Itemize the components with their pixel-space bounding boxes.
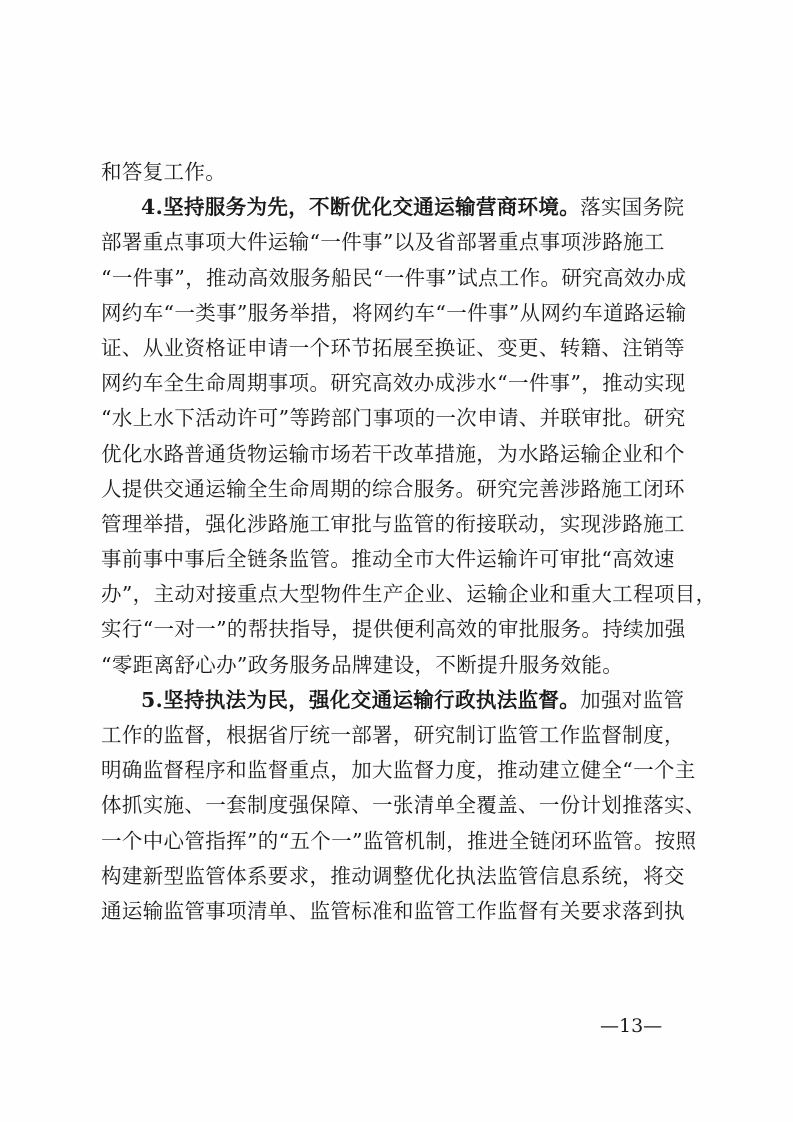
text-line xyxy=(101,401,701,436)
page-number: —13— xyxy=(600,1015,663,1037)
text-line xyxy=(101,225,701,260)
text-line xyxy=(101,894,701,929)
text-line xyxy=(101,190,701,225)
text-line xyxy=(101,718,701,753)
section-heading: 5.坚持执法为民，强化交通运输行政执法监督。 xyxy=(141,687,581,712)
text-line xyxy=(101,296,701,331)
line-text: 网约车全生命周期事项。研究高效办成涉水“一件事”，推动实现 xyxy=(101,371,686,396)
text-line xyxy=(101,577,717,612)
text-line xyxy=(101,331,701,366)
text-line xyxy=(101,612,701,647)
text-line xyxy=(101,261,701,296)
line-text: 明确监督程序和监督重点，加大监督力度，推动建立健全“一个主 xyxy=(101,758,696,783)
line-text: 管理举措，强化涉路施工审批与监管的衔接联动，实现涉路施工 xyxy=(101,511,685,536)
line-text: 加强对监管 xyxy=(580,687,685,712)
line-text: 落实国务院 xyxy=(580,195,685,220)
line-text: “一件事”，推动高效服务船民“一件事”试点工作。研究高效办成 xyxy=(101,265,687,290)
text-line xyxy=(101,788,706,823)
line-text: 构建新型监管体系要求，推动调整优化执法监管信息系统，将交 xyxy=(101,863,685,888)
line-text: 体抓实施、一套制度强保障、一张清单全覆盖、一份计划推落实、 xyxy=(101,793,706,818)
section-heading: 4.坚持服务为先，不断优化交通运输营商环境。 xyxy=(141,195,581,220)
text-line xyxy=(101,683,701,718)
text-line xyxy=(101,437,701,472)
line-text: “零距离舒心办”政务服务品牌建设，不断提升服务效能。 xyxy=(101,652,624,677)
line-text: 证、从业资格证申请一个环节拓展至换证、变更、转籍、注销等 xyxy=(101,335,685,360)
text-line xyxy=(101,155,701,190)
text-line xyxy=(101,648,701,683)
text-line xyxy=(101,542,701,577)
line-text: 网约车“一类事”服务举措，将网约车“一件事”从网约车道路运输 xyxy=(101,300,687,325)
line-text: 事前事中事后全链条监管。推动全市大件运输许可审批“高效速 xyxy=(101,547,675,572)
line-text: 优化水路普通货物运输市场若干改革措施，为水路运输企业和个 xyxy=(101,441,685,466)
line-text: 实行“一对一”的帮扶指导，提供便利高效的审批服务。持续加强 xyxy=(101,617,686,642)
line-text: 部署重点事项大件运输“一件事”以及省部署重点事项涉路施工 xyxy=(101,230,665,255)
line-text: 工作的监督，根据省厅统一部署，研究制订监管工作监督制度， xyxy=(101,723,685,747)
text-line xyxy=(101,507,701,542)
body-text xyxy=(101,155,717,929)
text-line xyxy=(101,753,701,788)
text-line xyxy=(101,859,701,894)
text-line xyxy=(101,472,701,507)
text-line xyxy=(101,824,701,859)
line-text: 人提供交通运输全生命周期的综合服务。研究完善涉路施工闭环 xyxy=(101,476,685,501)
line-text: 和答复工作。 xyxy=(101,160,227,184)
line-text: 一个中心管指挥”的“五个一”监管机制，推进全链闭环监管。按照 xyxy=(101,828,697,853)
line-text: 办”，主动对接重点大型物件生产企业、运输企业和重大工程项目， xyxy=(101,582,717,607)
line-text: “水上水下活动许可”等跨部门事项的一次申请、并联审批。研究 xyxy=(101,406,686,431)
line-text: 通运输监管事项清单、监管标准和监管工作监督有关要求落到执 xyxy=(101,898,685,923)
text-line xyxy=(101,366,701,401)
